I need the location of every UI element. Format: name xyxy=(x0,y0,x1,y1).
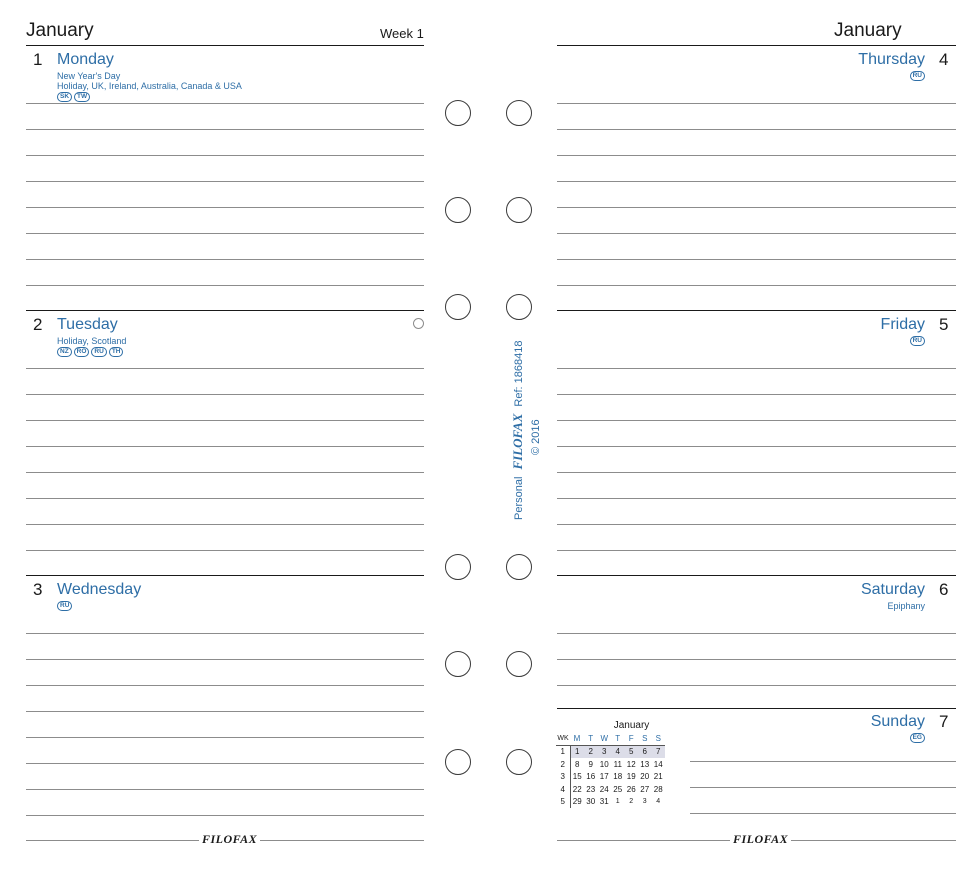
writing-line xyxy=(26,633,424,634)
country-badge: SK xyxy=(57,92,72,102)
mini-day: 15 xyxy=(572,772,582,782)
country-badge: TH xyxy=(109,347,124,357)
day-number-7: 7 xyxy=(939,712,949,731)
mini-day: 20 xyxy=(640,772,650,782)
left-footer-logo: FILOFAX xyxy=(199,832,260,847)
mini-day: 24 xyxy=(599,784,609,794)
mini-day-next-month: 4 xyxy=(656,798,661,806)
mini-day: 31 xyxy=(599,797,609,807)
mini-day: 6 xyxy=(638,745,652,758)
spine-label xyxy=(510,341,526,521)
country-badges xyxy=(910,336,925,346)
mini-day-next-month: 1 xyxy=(615,798,620,806)
day-number-2: 2 xyxy=(33,315,43,334)
writing-line xyxy=(557,207,956,208)
left-header-rule xyxy=(26,45,424,46)
mini-header: M xyxy=(570,732,584,745)
country-badge: RU xyxy=(91,347,106,357)
writing-line xyxy=(557,368,956,369)
writing-line xyxy=(26,763,424,764)
mini-week-number: 2 xyxy=(556,758,570,771)
country-badges xyxy=(57,601,72,611)
mini-week-row xyxy=(556,771,665,784)
day-divider xyxy=(557,708,956,709)
writing-line xyxy=(26,155,424,156)
binder-hole xyxy=(445,197,471,223)
writing-line xyxy=(26,181,424,182)
mini-day: 8 xyxy=(575,759,580,769)
writing-line xyxy=(690,761,956,762)
mini-day-next-month: 3 xyxy=(642,798,647,806)
mini-day: 30 xyxy=(586,797,596,807)
country-badge: RO xyxy=(74,347,90,357)
day-number-6: 6 xyxy=(939,580,949,599)
binder-hole xyxy=(445,554,471,580)
mini-day: 17 xyxy=(599,772,609,782)
binder-hole xyxy=(506,554,532,580)
spine-ref: Ref: 1868418 xyxy=(513,340,525,407)
writing-line xyxy=(26,789,424,790)
writing-line xyxy=(26,394,424,395)
country-badge: RU xyxy=(910,71,925,81)
mini-header: S xyxy=(638,732,652,745)
writing-line xyxy=(26,420,424,421)
binder-hole xyxy=(445,749,471,775)
country-badges xyxy=(57,347,123,357)
country-badge: RU xyxy=(57,601,72,611)
mini-week-row xyxy=(556,783,665,796)
writing-line xyxy=(557,524,956,525)
writing-line xyxy=(26,472,424,473)
spine-size: Personal xyxy=(513,476,525,520)
writing-line xyxy=(26,259,424,260)
mini-day: 12 xyxy=(626,759,636,769)
day-name-thursday: Thursday xyxy=(858,51,925,68)
binder-hole xyxy=(506,651,532,677)
writing-line xyxy=(26,550,424,551)
country-badges xyxy=(910,71,925,81)
writing-line xyxy=(557,285,956,286)
writing-line xyxy=(26,659,424,660)
country-badge: RU xyxy=(910,336,925,346)
writing-line xyxy=(557,659,956,660)
writing-line xyxy=(557,129,956,130)
day-name-sunday: Sunday xyxy=(870,713,925,730)
writing-line xyxy=(26,737,424,738)
mini-day: 16 xyxy=(586,772,596,782)
right-header-rule xyxy=(557,45,956,46)
mini-week-number: 3 xyxy=(556,771,570,784)
writing-line xyxy=(26,103,424,104)
mini-day: 26 xyxy=(626,784,636,794)
mini-header: T xyxy=(611,732,625,745)
mini-header: WK xyxy=(556,732,570,745)
mini-day: 5 xyxy=(625,745,639,758)
mini-calendar xyxy=(556,720,691,808)
writing-line xyxy=(26,524,424,525)
mini-day: 4 xyxy=(611,745,625,758)
moon-phase-icon xyxy=(413,318,424,329)
writing-line xyxy=(26,233,424,234)
spine-copyright: © 2016 xyxy=(530,419,542,455)
country-badge: EG xyxy=(910,733,925,743)
day-note: New Year's Day xyxy=(57,71,121,81)
day-divider xyxy=(557,575,956,576)
mini-header: S xyxy=(652,732,666,745)
country-badges xyxy=(57,92,90,102)
writing-line xyxy=(557,472,956,473)
writing-line xyxy=(557,420,956,421)
writing-line xyxy=(557,233,956,234)
mini-day: 19 xyxy=(626,772,636,782)
mini-header: W xyxy=(598,732,612,745)
mini-day: 7 xyxy=(652,745,666,758)
mini-day: 11 xyxy=(613,759,622,769)
writing-line xyxy=(557,259,956,260)
mini-week-number: 1 xyxy=(556,745,570,758)
mini-day: 28 xyxy=(653,784,663,794)
writing-line xyxy=(557,181,956,182)
writing-line xyxy=(557,685,956,686)
day-note: Holiday, Scotland xyxy=(57,336,127,346)
mini-day: 14 xyxy=(653,759,663,769)
day-name-tuesday: Tuesday xyxy=(57,316,118,333)
day-divider xyxy=(26,575,424,576)
day-divider xyxy=(557,310,956,311)
writing-line xyxy=(557,446,956,447)
writing-line xyxy=(26,446,424,447)
writing-line xyxy=(26,207,424,208)
day-name-friday: Friday xyxy=(880,316,925,333)
mini-day: 1 xyxy=(570,745,584,758)
day-name-saturday: Saturday xyxy=(860,581,925,598)
mini-day: 21 xyxy=(653,772,663,782)
mini-week-row xyxy=(556,796,665,809)
binder-hole xyxy=(445,100,471,126)
mini-header: T xyxy=(584,732,598,745)
country-badges xyxy=(910,733,925,743)
writing-line xyxy=(26,498,424,499)
mini-day: 25 xyxy=(613,784,623,794)
day-number-3: 3 xyxy=(33,580,43,599)
writing-line xyxy=(557,498,956,499)
mini-week-row xyxy=(556,745,665,758)
writing-line xyxy=(26,711,424,712)
day-number-1: 1 xyxy=(33,50,43,69)
right-month-title: January xyxy=(834,20,902,41)
writing-line xyxy=(690,787,956,788)
day-divider xyxy=(26,310,424,311)
writing-line xyxy=(557,550,956,551)
writing-line xyxy=(26,368,424,369)
mini-day: 18 xyxy=(613,772,623,782)
binder-hole xyxy=(506,197,532,223)
writing-line xyxy=(26,815,424,816)
country-badge: TW xyxy=(74,92,90,102)
mini-day: 2 xyxy=(584,745,598,758)
day-name-wednesday: Wednesday xyxy=(57,581,142,598)
writing-line xyxy=(557,633,956,634)
writing-line xyxy=(557,103,956,104)
day-note: Holiday, UK, Ireland, Australia, Canada & USA xyxy=(57,81,242,91)
writing-line xyxy=(26,129,424,130)
writing-line xyxy=(690,813,956,814)
mini-calendar-title: January xyxy=(613,720,650,731)
mini-day: 27 xyxy=(640,784,650,794)
writing-line xyxy=(557,394,956,395)
day-number-5: 5 xyxy=(939,315,949,334)
binder-hole xyxy=(506,100,532,126)
country-badge: NZ xyxy=(57,347,72,357)
left-month-title: January xyxy=(26,20,94,41)
mini-day: 29 xyxy=(572,797,582,807)
mini-day: 13 xyxy=(640,759,650,769)
week-label: Week 1 xyxy=(380,26,424,41)
mini-week-number: 5 xyxy=(556,796,570,809)
binder-hole xyxy=(506,294,532,320)
day-number-4: 4 xyxy=(939,50,949,69)
mini-calendar-grid xyxy=(556,732,665,808)
mini-header: F xyxy=(625,732,639,745)
mini-day: 23 xyxy=(586,784,596,794)
binder-hole xyxy=(445,651,471,677)
binder-hole xyxy=(445,294,471,320)
writing-line xyxy=(557,155,956,156)
mini-week-row xyxy=(556,758,665,771)
binder-hole xyxy=(506,749,532,775)
writing-line xyxy=(26,285,424,286)
mini-week-number: 4 xyxy=(556,783,570,796)
day-name-monday: Monday xyxy=(57,51,114,68)
spine-brand: FILOFAX xyxy=(510,413,525,470)
mini-day: 3 xyxy=(598,745,612,758)
day-note: Epiphany xyxy=(887,601,925,611)
mini-day: 22 xyxy=(572,784,582,794)
right-footer-logo: FILOFAX xyxy=(730,832,791,847)
mini-day-next-month: 2 xyxy=(629,798,634,806)
mini-day: 10 xyxy=(599,759,609,769)
mini-day: 9 xyxy=(588,759,593,769)
writing-line xyxy=(26,685,424,686)
